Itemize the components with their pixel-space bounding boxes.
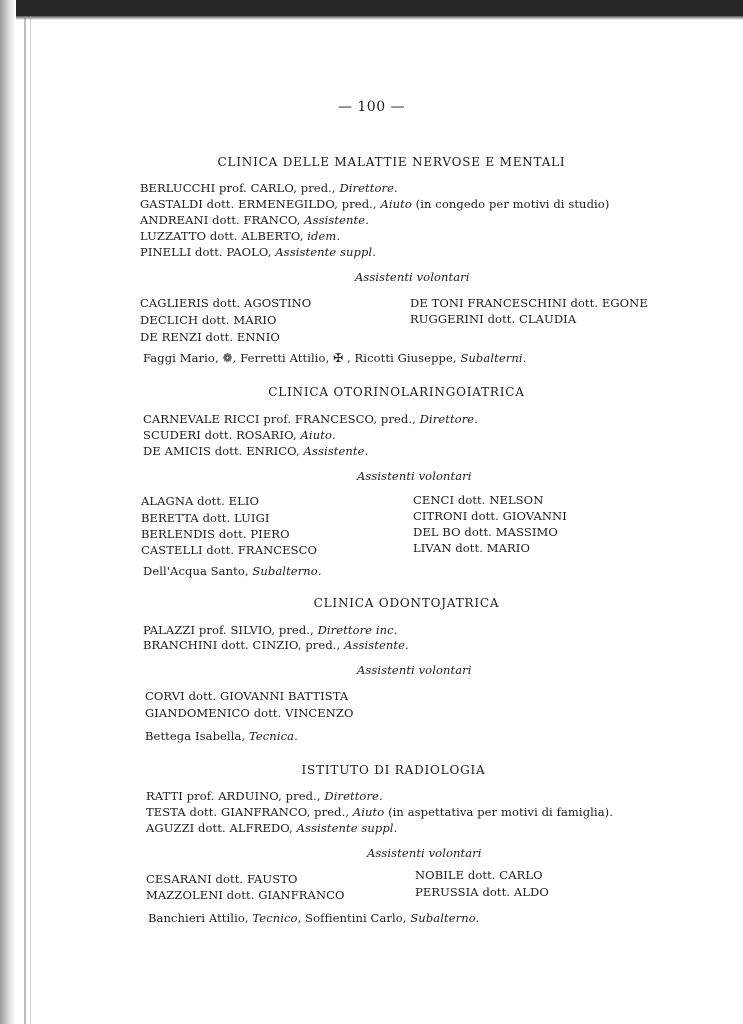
staff-line: LUZZATTO dott. ALBERTO, idem.: [140, 229, 341, 243]
volunteers-title: Assistenti volontari: [357, 469, 472, 483]
volunteer-name: DE RENZI dott. ENNIO: [140, 330, 280, 344]
page-number: — 100 —: [337, 99, 406, 115]
staff-line: DE AMICIS dott. ENRICO, Assistente.: [143, 444, 369, 458]
scan-binding-edge: [0, 0, 16, 1024]
scan-top-edge: [0, 0, 743, 16]
volunteer-name: GIANDOMENICO dott. VINCENZO: [145, 706, 354, 720]
staff-line: PALAZZI prof. SILVIO, pred., Direttore inc.: [143, 623, 398, 637]
volunteers-title: Assistenti volontari: [357, 663, 472, 677]
section-heading: ISTITUTO DI RADIOLOGIA: [301, 763, 486, 777]
volunteer-name: LIVAN dott. MARIO: [413, 541, 530, 555]
volunteer-name: ALAGNA dott. ELIO: [141, 494, 259, 508]
cross-symbol: ✠: [333, 351, 344, 365]
section-heading: CLINICA ODONTOJATRICA: [313, 596, 500, 610]
staff-line: SCUDERI dott. ROSARIO, Aiuto.: [143, 428, 336, 442]
staff-line: TESTA dott. GIANFRANCO, pred., Aiuto (in aspettativa per motivi di famiglia).: [146, 805, 614, 819]
staff-line: GASTALDI dott. ERMENEGILDO, pred., Aiuto (in congedo per motivi di studio): [140, 197, 610, 211]
volunteer-name: MAZZOLENI dott. GIANFRANCO: [146, 888, 345, 902]
volunteer-name: BERLENDIS dott. PIERO: [141, 527, 290, 541]
staff-line: ANDREANI dott. FRANCO, Assistente.: [140, 213, 369, 227]
section-heading: CLINICA OTORINOLARINGOIATRICA: [268, 385, 525, 399]
volunteer-name: CASTELLI dott. FRANCESCO: [141, 543, 318, 557]
staff-line: CARNEVALE RICCI prof. FRANCESCO, pred., Direttore.: [143, 412, 478, 426]
subalterni-line: Faggi Mario, ❁, Ferretti Attilio, ✠ , Ricotti Giuseppe, Subalterni.: [143, 351, 527, 365]
volunteer-name: CORVI dott. GIOVANNI BATTISTA: [145, 689, 349, 703]
staff-line: RATTI prof. ARDUINO, pred., Direttore.: [146, 789, 383, 803]
volunteer-name: DE TONI FRANCESCHINI dott. EGONE: [410, 296, 648, 310]
subalterni-line: Banchieri Attilio, Tecnico, Soffientini Carlo, Subalterno.: [148, 911, 480, 925]
staff-line: AGUZZI dott. ALFREDO, Assistente suppl.: [146, 821, 398, 835]
volunteers-title: Assistenti volontari: [355, 270, 470, 284]
subalterni-line: Bettega Isabella, Tecnica.: [145, 729, 298, 743]
volunteer-name: DEL BO dott. MASSIMO: [413, 525, 558, 539]
volunteer-name: BERETTA dott. LUIGI: [141, 511, 270, 525]
volunteer-name: DECLICH dott. MARIO: [140, 313, 277, 327]
section-heading: CLINICA DELLE MALATTIE NERVOSE E MENTALI: [217, 155, 566, 169]
volunteer-name: RUGGERINI dott. CLAUDIA: [410, 312, 577, 326]
volunteer-name: CENCI dott. NELSON: [413, 493, 544, 507]
volunteer-name: PERUSSIA dott. ALDO: [415, 885, 549, 899]
staff-line: PINELLI dott. PAOLO, Assistente suppl.: [140, 245, 376, 259]
volunteer-name: CITRONI dott. GIOVANNI: [413, 509, 567, 523]
volunteers-title: Assistenti volontari: [367, 846, 482, 860]
staff-line: BERLUCCHI prof. CARLO, pred., Direttore.: [140, 181, 398, 195]
volunteer-name: CAGLIERIS dott. AGOSTINO: [140, 296, 312, 310]
volunteer-name: CESARANI dott. FAUSTO: [146, 872, 298, 886]
subalterni-line: Dell'Acqua Santo, Subalterno.: [143, 564, 322, 578]
decoration-symbol: ❁: [222, 351, 233, 365]
volunteer-name: NOBILE dott. CARLO: [415, 868, 543, 882]
staff-line: BRANCHINI dott. CINZIO, pred., Assistente.: [143, 638, 409, 652]
